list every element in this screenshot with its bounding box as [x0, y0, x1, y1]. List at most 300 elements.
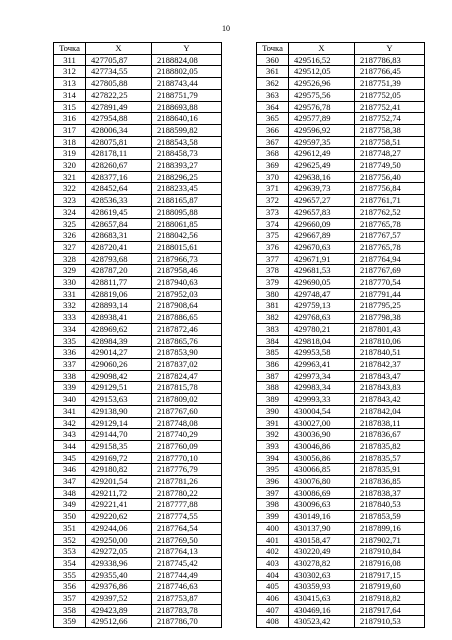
table-row [54, 429, 222, 441]
table-row [54, 347, 222, 359]
table-row [257, 604, 425, 616]
point-number-cell: 356 [54, 581, 86, 593]
table-row [257, 534, 425, 546]
table-row [54, 394, 222, 406]
x-coordinate-cell: 429338,96 [86, 557, 152, 569]
point-number-cell: 382 [257, 312, 289, 324]
point-number-cell: 341 [54, 405, 86, 417]
table-row [54, 616, 222, 628]
point-number-cell: 396 [257, 476, 289, 488]
x-coordinate-cell: 429612,49 [289, 148, 355, 160]
x-coordinate-cell: 429098,42 [86, 370, 152, 382]
table-row [54, 569, 222, 581]
point-number-cell: 338 [54, 370, 86, 382]
y-coordinate-cell: 2187809,02 [152, 394, 222, 406]
x-coordinate-cell: 429512,05 [289, 66, 355, 78]
x-coordinate-cell: 429759,13 [289, 300, 355, 312]
table-row [257, 522, 425, 534]
table-row [257, 394, 425, 406]
y-coordinate-cell: 2187752,74 [355, 113, 425, 125]
x-coordinate-cell: 429667,89 [289, 230, 355, 242]
point-number-cell: 373 [257, 206, 289, 218]
table-row [54, 452, 222, 464]
x-coordinate-cell: 429221,41 [86, 499, 152, 511]
point-number-cell: 403 [257, 557, 289, 569]
point-number-cell: 392 [257, 429, 289, 441]
table-row [54, 78, 222, 90]
y-coordinate-cell: 2187840,51 [355, 347, 425, 359]
table-row [54, 195, 222, 207]
table-row [257, 312, 425, 324]
point-number-cell: 407 [257, 604, 289, 616]
point-number-cell: 359 [54, 616, 86, 628]
table-row [54, 511, 222, 523]
table-row [54, 417, 222, 429]
x-coordinate-cell: 429748,47 [289, 288, 355, 300]
x-coordinate-cell: 429818,04 [289, 335, 355, 347]
header-x: X [86, 43, 152, 55]
x-coordinate-cell: 429638,16 [289, 171, 355, 183]
point-number-cell: 374 [257, 218, 289, 230]
y-coordinate-cell: 2187908,64 [152, 300, 222, 312]
x-coordinate-cell: 429423,89 [86, 604, 152, 616]
point-number-cell: 405 [257, 581, 289, 593]
point-number-cell: 371 [257, 183, 289, 195]
point-number-cell: 379 [257, 277, 289, 289]
y-coordinate-cell: 2187764,94 [355, 253, 425, 265]
y-coordinate-cell: 2187886,65 [152, 312, 222, 324]
point-number-cell: 334 [54, 323, 86, 335]
x-coordinate-cell: 429597,35 [289, 136, 355, 148]
point-number-cell: 394 [257, 452, 289, 464]
y-coordinate-cell: 2188233,45 [152, 183, 222, 195]
y-coordinate-cell: 2187756,40 [355, 171, 425, 183]
x-coordinate-cell: 428683,31 [86, 230, 152, 242]
y-coordinate-cell: 2187865,76 [152, 335, 222, 347]
x-coordinate-cell: 429211,72 [86, 487, 152, 499]
y-coordinate-cell: 2187764,13 [152, 546, 222, 558]
y-coordinate-cell: 2188543,58 [152, 136, 222, 148]
point-number-cell: 343 [54, 429, 86, 441]
y-coordinate-cell: 2187940,63 [152, 277, 222, 289]
point-number-cell: 378 [257, 265, 289, 277]
point-number-cell: 314 [54, 89, 86, 101]
x-coordinate-cell: 429657,27 [289, 195, 355, 207]
x-coordinate-cell: 430056,86 [289, 452, 355, 464]
point-number-cell: 332 [54, 300, 86, 312]
point-number-cell: 342 [54, 417, 86, 429]
point-number-cell: 357 [54, 593, 86, 605]
table-row [54, 464, 222, 476]
point-number-cell: 372 [257, 195, 289, 207]
y-coordinate-cell: 2187765,78 [355, 218, 425, 230]
y-coordinate-cell: 2187751,39 [355, 78, 425, 90]
table-row [257, 230, 425, 242]
table-row [54, 265, 222, 277]
y-coordinate-cell: 2187835,82 [355, 440, 425, 452]
y-coordinate-cell: 2187902,71 [355, 534, 425, 546]
point-number-cell: 364 [257, 101, 289, 113]
x-coordinate-cell: 429768,63 [289, 312, 355, 324]
table-row [54, 557, 222, 569]
point-number-cell: 361 [257, 66, 289, 78]
x-coordinate-cell: 428452,64 [86, 183, 152, 195]
point-number-cell: 315 [54, 101, 86, 113]
table-row [257, 206, 425, 218]
y-coordinate-cell: 2187838,11 [355, 417, 425, 429]
table-row [54, 405, 222, 417]
table-row [54, 546, 222, 558]
table-row [257, 218, 425, 230]
x-coordinate-cell: 429144,70 [86, 429, 152, 441]
point-number-cell: 355 [54, 569, 86, 581]
point-number-cell: 319 [54, 148, 86, 160]
table-row [54, 124, 222, 136]
table-row [54, 113, 222, 125]
point-number-cell: 337 [54, 358, 86, 370]
table-header-row [54, 43, 222, 55]
y-coordinate-cell: 2187919,60 [355, 581, 425, 593]
x-coordinate-cell: 429575,56 [289, 89, 355, 101]
y-coordinate-cell: 2187899,16 [355, 522, 425, 534]
point-number-cell: 400 [257, 522, 289, 534]
x-coordinate-cell: 428984,39 [86, 335, 152, 347]
x-coordinate-cell: 430096,63 [289, 499, 355, 511]
x-coordinate-cell: 429014,27 [86, 347, 152, 359]
table-row [54, 253, 222, 265]
y-coordinate-cell: 2187835,91 [355, 464, 425, 476]
x-coordinate-cell: 427705,87 [86, 54, 152, 66]
point-number-cell: 404 [257, 569, 289, 581]
point-number-cell: 358 [54, 604, 86, 616]
table-row [257, 124, 425, 136]
point-number-cell: 398 [257, 499, 289, 511]
table-row [257, 581, 425, 593]
x-coordinate-cell: 429201,54 [86, 476, 152, 488]
x-coordinate-cell: 427891,49 [86, 101, 152, 113]
x-coordinate-cell: 429169,72 [86, 452, 152, 464]
table-row [257, 300, 425, 312]
point-number-cell: 351 [54, 522, 86, 534]
point-number-cell: 347 [54, 476, 86, 488]
table-row [54, 476, 222, 488]
y-coordinate-cell: 2187767,60 [152, 405, 222, 417]
point-number-cell: 331 [54, 288, 86, 300]
table-row [257, 288, 425, 300]
point-number-cell: 352 [54, 534, 86, 546]
x-coordinate-cell: 429060,26 [86, 358, 152, 370]
table-row [54, 581, 222, 593]
y-coordinate-cell: 2188599,82 [152, 124, 222, 136]
point-number-cell: 349 [54, 499, 86, 511]
point-number-cell: 389 [257, 394, 289, 406]
x-coordinate-cell: 429220,62 [86, 511, 152, 523]
table-row [257, 511, 425, 523]
point-number-cell: 406 [257, 593, 289, 605]
table-header-row [257, 43, 425, 55]
y-coordinate-cell: 2187767,69 [355, 265, 425, 277]
point-number-cell: 391 [257, 417, 289, 429]
x-coordinate-cell: 429512,66 [86, 616, 152, 628]
y-coordinate-cell: 2187843,83 [355, 382, 425, 394]
table-row [54, 241, 222, 253]
table-row [257, 136, 425, 148]
x-coordinate-cell: 430046,86 [289, 440, 355, 452]
x-coordinate-cell: 430415,63 [289, 593, 355, 605]
y-coordinate-cell: 2187748,08 [152, 417, 222, 429]
table-row [257, 464, 425, 476]
x-coordinate-cell: 430302,63 [289, 569, 355, 581]
point-number-cell: 324 [54, 206, 86, 218]
y-coordinate-cell: 2188393,27 [152, 160, 222, 172]
y-coordinate-cell: 2187966,73 [152, 253, 222, 265]
x-coordinate-cell: 428619,45 [86, 206, 152, 218]
point-number-cell: 399 [257, 511, 289, 523]
table-row [257, 323, 425, 335]
table-row [257, 241, 425, 253]
point-number-cell: 311 [54, 54, 86, 66]
y-coordinate-cell: 2188824,08 [152, 54, 222, 66]
x-coordinate-cell: 429272,05 [86, 546, 152, 558]
point-number-cell: 348 [54, 487, 86, 499]
y-coordinate-cell: 2187786,70 [152, 616, 222, 628]
x-coordinate-cell: 429780,21 [289, 323, 355, 335]
table-row [257, 440, 425, 452]
table-row [54, 160, 222, 172]
x-coordinate-cell: 428793,68 [86, 253, 152, 265]
page-number: 10 [222, 24, 230, 33]
point-number-cell: 377 [257, 253, 289, 265]
y-coordinate-cell: 2187853,59 [355, 511, 425, 523]
point-number-cell: 401 [257, 534, 289, 546]
y-coordinate-cell: 2187746,63 [152, 581, 222, 593]
x-coordinate-cell: 429250,00 [86, 534, 152, 546]
x-coordinate-cell: 429180,82 [86, 464, 152, 476]
point-number-cell: 320 [54, 160, 86, 172]
x-coordinate-cell: 429690,05 [289, 277, 355, 289]
x-coordinate-cell: 429129,14 [86, 417, 152, 429]
x-coordinate-cell: 428006,34 [86, 124, 152, 136]
point-number-cell: 383 [257, 323, 289, 335]
y-coordinate-cell: 2187842,04 [355, 405, 425, 417]
y-coordinate-cell: 2188693,88 [152, 101, 222, 113]
table-row [257, 265, 425, 277]
x-coordinate-cell: 430469,16 [289, 604, 355, 616]
x-coordinate-cell: 430359,93 [289, 581, 355, 593]
table-row [257, 78, 425, 90]
x-coordinate-cell: 430076,80 [289, 476, 355, 488]
point-number-cell: 387 [257, 370, 289, 382]
x-coordinate-cell: 430036,90 [289, 429, 355, 441]
table-row [257, 417, 425, 429]
table-row [257, 113, 425, 125]
table-row [54, 370, 222, 382]
y-coordinate-cell: 2187952,03 [152, 288, 222, 300]
y-coordinate-cell: 2187756,84 [355, 183, 425, 195]
x-coordinate-cell: 430158,47 [289, 534, 355, 546]
point-number-cell: 354 [54, 557, 86, 569]
x-coordinate-cell: 428075,81 [86, 136, 152, 148]
y-coordinate-cell: 2187760,09 [152, 440, 222, 452]
table-row [257, 370, 425, 382]
y-coordinate-cell: 2187766,45 [355, 66, 425, 78]
table-row [54, 277, 222, 289]
point-number-cell: 335 [54, 335, 86, 347]
point-number-cell: 312 [54, 66, 86, 78]
y-coordinate-cell: 2188458,73 [152, 148, 222, 160]
point-number-cell: 369 [257, 160, 289, 172]
point-number-cell: 344 [54, 440, 86, 452]
point-number-cell: 327 [54, 241, 86, 253]
x-coordinate-cell: 429625,49 [289, 160, 355, 172]
point-number-cell: 318 [54, 136, 86, 148]
point-number-cell: 390 [257, 405, 289, 417]
table-row [257, 557, 425, 569]
y-coordinate-cell: 2187836,67 [355, 429, 425, 441]
y-coordinate-cell: 2187770,10 [152, 452, 222, 464]
x-coordinate-cell: 430086,69 [289, 487, 355, 499]
x-coordinate-cell: 429576,78 [289, 101, 355, 113]
table-row [257, 499, 425, 511]
y-coordinate-cell: 2187740,29 [152, 429, 222, 441]
y-coordinate-cell: 2187837,02 [152, 358, 222, 370]
point-number-cell: 370 [257, 171, 289, 183]
y-coordinate-cell: 2187842,37 [355, 358, 425, 370]
y-coordinate-cell: 2187774,55 [152, 511, 222, 523]
y-coordinate-cell: 2187767,57 [355, 230, 425, 242]
table-row [257, 546, 425, 558]
header-y: Y [355, 43, 425, 55]
point-number-cell: 366 [257, 124, 289, 136]
point-number-cell: 363 [257, 89, 289, 101]
y-coordinate-cell: 2187781,26 [152, 476, 222, 488]
table-row [54, 593, 222, 605]
y-coordinate-cell: 2187801,43 [355, 323, 425, 335]
y-coordinate-cell: 2188802,05 [152, 66, 222, 78]
x-coordinate-cell: 428969,62 [86, 323, 152, 335]
x-coordinate-cell: 427805,88 [86, 78, 152, 90]
point-number-cell: 395 [257, 464, 289, 476]
table-row [54, 136, 222, 148]
table-row [257, 89, 425, 101]
table-row [54, 89, 222, 101]
table-row [54, 499, 222, 511]
table-row [257, 569, 425, 581]
table-row [257, 382, 425, 394]
x-coordinate-cell: 429670,63 [289, 241, 355, 253]
table-row [54, 66, 222, 78]
x-coordinate-cell: 429973,34 [289, 370, 355, 382]
table-row [257, 593, 425, 605]
x-coordinate-cell: 429138,90 [86, 405, 152, 417]
table-row [257, 358, 425, 370]
y-coordinate-cell: 2187824,47 [152, 370, 222, 382]
table-row [257, 347, 425, 359]
table-row [54, 230, 222, 242]
y-coordinate-cell: 2187748,27 [355, 148, 425, 160]
x-coordinate-cell: 429639,73 [289, 183, 355, 195]
table-row [54, 382, 222, 394]
y-coordinate-cell: 2187753,87 [152, 593, 222, 605]
y-coordinate-cell: 2187795,25 [355, 300, 425, 312]
x-coordinate-cell: 429376,86 [86, 581, 152, 593]
x-coordinate-cell: 428893,14 [86, 300, 152, 312]
x-coordinate-cell: 430137,90 [289, 522, 355, 534]
x-coordinate-cell: 430220,49 [289, 546, 355, 558]
x-coordinate-cell: 429129,51 [86, 382, 152, 394]
x-coordinate-cell: 428938,41 [86, 312, 152, 324]
x-coordinate-cell: 429671,91 [289, 253, 355, 265]
point-number-cell: 393 [257, 440, 289, 452]
header-x: X [289, 43, 355, 55]
point-number-cell: 317 [54, 124, 86, 136]
y-coordinate-cell: 2187917,15 [355, 569, 425, 581]
point-number-cell: 336 [54, 347, 86, 359]
table-row [257, 277, 425, 289]
x-coordinate-cell: 430149,16 [289, 511, 355, 523]
y-coordinate-cell: 2187762,52 [355, 206, 425, 218]
table-row [54, 300, 222, 312]
y-coordinate-cell: 2187758,51 [355, 136, 425, 148]
y-coordinate-cell: 2188296,25 [152, 171, 222, 183]
x-coordinate-cell: 429657,83 [289, 206, 355, 218]
x-coordinate-cell: 429953,58 [289, 347, 355, 359]
point-number-cell: 329 [54, 265, 86, 277]
table-row [54, 323, 222, 335]
x-coordinate-cell: 430004,54 [289, 405, 355, 417]
y-coordinate-cell: 2187918,82 [355, 593, 425, 605]
y-coordinate-cell: 2188751,79 [152, 89, 222, 101]
table-row [257, 160, 425, 172]
x-coordinate-cell: 428819,06 [86, 288, 152, 300]
y-coordinate-cell: 2187916,08 [355, 557, 425, 569]
table-row [257, 476, 425, 488]
table-row [54, 206, 222, 218]
y-coordinate-cell: 2188165,87 [152, 195, 222, 207]
table-row [54, 335, 222, 347]
x-coordinate-cell: 428787,20 [86, 265, 152, 277]
y-coordinate-cell: 2187910,84 [355, 546, 425, 558]
point-number-cell: 386 [257, 358, 289, 370]
table-row [54, 148, 222, 160]
table-row [257, 66, 425, 78]
y-coordinate-cell: 2187749,50 [355, 160, 425, 172]
y-coordinate-cell: 2187836,85 [355, 476, 425, 488]
x-coordinate-cell: 429596,92 [289, 124, 355, 136]
y-coordinate-cell: 2187764,54 [152, 522, 222, 534]
x-coordinate-cell: 430027,00 [289, 417, 355, 429]
y-coordinate-cell: 2187835,57 [355, 452, 425, 464]
y-coordinate-cell: 2187810,06 [355, 335, 425, 347]
x-coordinate-cell: 429153,63 [86, 394, 152, 406]
point-number-cell: 375 [257, 230, 289, 242]
point-number-cell: 313 [54, 78, 86, 90]
point-number-cell: 365 [257, 113, 289, 125]
point-number-cell: 368 [257, 148, 289, 160]
y-coordinate-cell: 2187783,78 [152, 604, 222, 616]
y-coordinate-cell: 2187780,22 [152, 487, 222, 499]
y-coordinate-cell: 2188095,88 [152, 206, 222, 218]
x-coordinate-cell: 429244,06 [86, 522, 152, 534]
point-number-cell: 330 [54, 277, 86, 289]
table-row [54, 101, 222, 113]
y-coordinate-cell: 2187765,78 [355, 241, 425, 253]
point-number-cell: 367 [257, 136, 289, 148]
point-number-cell: 350 [54, 511, 86, 523]
x-coordinate-cell: 427822,25 [86, 89, 152, 101]
x-coordinate-cell: 429397,52 [86, 593, 152, 605]
point-number-cell: 385 [257, 347, 289, 359]
